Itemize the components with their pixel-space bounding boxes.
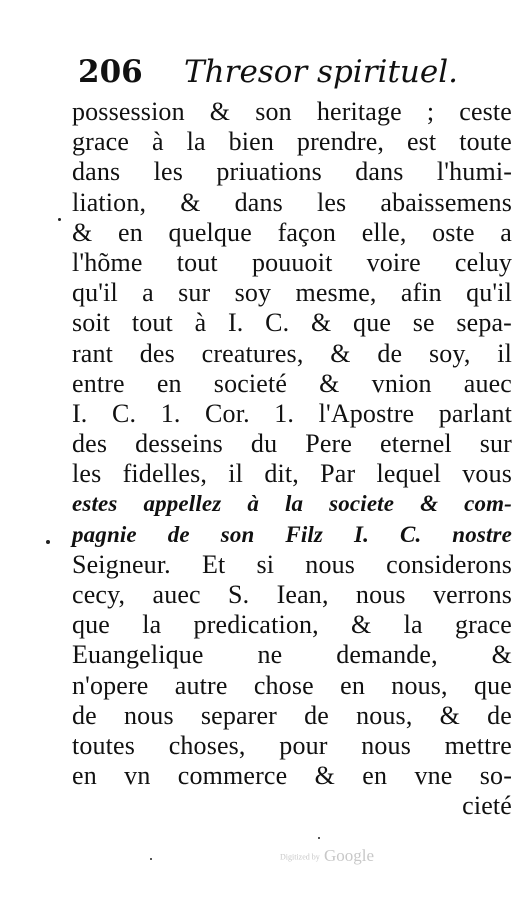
- text-line: cecy, auec S. Iean, nous verrons: [72, 580, 512, 609]
- text-line: l'hõme tout pouuoit voire celuy: [72, 247, 512, 277]
- text-line: grace à la bien prendre, est toute: [72, 127, 512, 157]
- watermark-brand: Google: [324, 846, 375, 865]
- running-head: [78, 50, 498, 94]
- page-number: 206: [78, 54, 143, 90]
- text-line: que la predication, & la grace: [72, 610, 512, 640]
- text-line: qu'il a sur soy mesme, afin qu'il: [72, 278, 512, 308]
- google-watermark: [280, 846, 374, 866]
- text-line: dans les priuations dans l'humi-: [72, 157, 512, 187]
- ink-speck: [46, 540, 50, 544]
- text-line-italic: pagnie de son Filz I. C. nostre: [72, 521, 512, 547]
- text-line: Seigneur. Et si nous considerons: [72, 549, 512, 579]
- catchword: cieté: [462, 791, 512, 821]
- running-title: Thresor spirituel.: [184, 54, 458, 90]
- text-line: & en quelque façon elle, oste a: [72, 217, 512, 247]
- text-line: de nous separer de nous, & de: [72, 700, 512, 730]
- ink-speck: [318, 837, 320, 839]
- ink-speck: [150, 858, 152, 860]
- text-line: Euangelique ne demande, &: [72, 640, 512, 670]
- text-line: les fidelles, il dit, Par lequel vous: [72, 459, 512, 489]
- text-line: soit tout à I. C. & que se sepa-: [72, 308, 512, 338]
- text-line: toutes choses, pour nous mettre: [72, 730, 512, 760]
- text-line: liation, & dans les abaissemens: [72, 187, 512, 217]
- text-line-italic: estes appellez à la societe & com-: [72, 491, 512, 517]
- ink-speck: [58, 218, 61, 221]
- text-line: entre en societé & vnion auec: [72, 368, 512, 398]
- watermark-prefix: Digitized by: [280, 852, 320, 862]
- text-line: rant des creatures, & de soy, il: [72, 338, 512, 368]
- body-text: [72, 97, 512, 822]
- text-line: des desseins du Pere eternel sur: [72, 429, 512, 459]
- text-line: n'opere autre chose en nous, que: [72, 670, 512, 700]
- text-line: possession & son heritage ; ceste: [72, 97, 512, 126]
- text-line: en vn commerce & en vne so-: [72, 761, 512, 791]
- text-line: I. C. 1. Cor. 1. l'Apostre parlant: [72, 398, 512, 428]
